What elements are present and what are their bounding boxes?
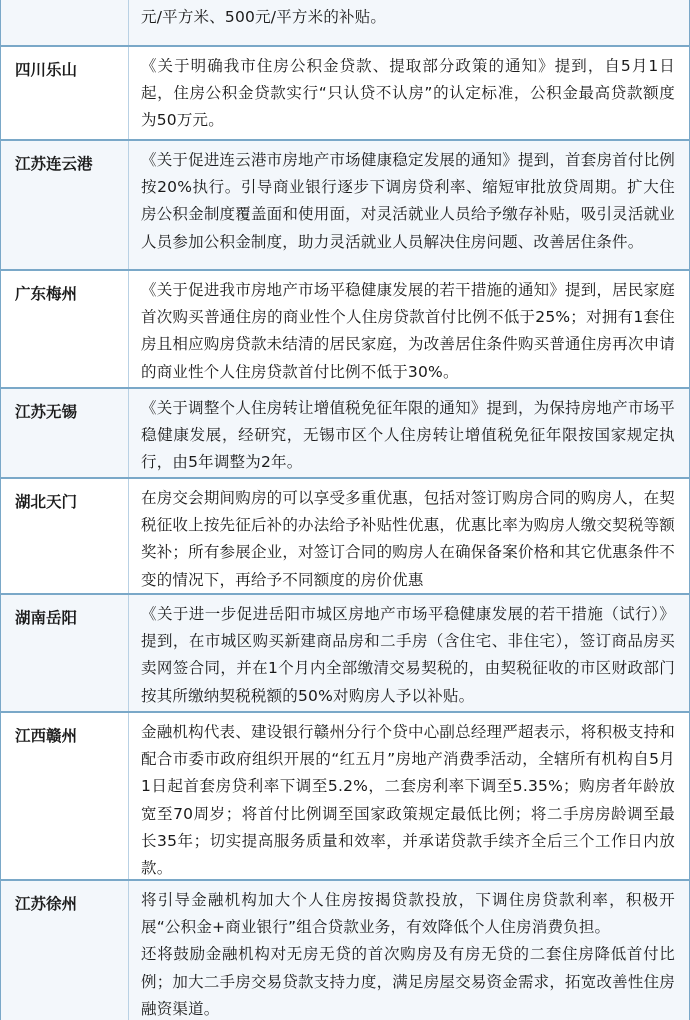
table-row: [1, 881, 689, 1020]
city-cell: 江苏连云港: [1, 141, 129, 269]
policy-text: 《关于调整个人住房转让增值税免征年限的通知》提到，为保持房地产市场平稳健康发展，经研究，无锡市区个人住房转让增值税免征年限按国家规定执行，由5年调整为2年。: [141, 399, 675, 472]
policy-cell: [129, 595, 689, 711]
policy-text: 还将鼓励金融机构对无房无贷的首次购房及有房无贷的二套住房降低首付比例；加大二手房交易贷款支持力度，满足房屋交易资金需求，拓宽改善性住房融资渠道。: [141, 945, 675, 1018]
table-row: [1, 479, 689, 595]
policy-cell: [129, 47, 689, 139]
policy-text: 将引导金融机构加大个人住房按揭贷款投放，下调住房贷款利率，积极开展“公积金+商业银行”组合贷款业务，有效降低个人住房消费负担。: [141, 891, 675, 937]
city-cell: [1, 0, 129, 45]
policy-cell: [129, 479, 689, 593]
city-cell: 四川乐山: [1, 47, 129, 139]
city-cell: 江苏徐州: [1, 881, 129, 1020]
policy-cell: [129, 881, 689, 1020]
city-cell: 湖北天门: [1, 479, 129, 593]
policy-text: 元/平方米、500元/平方米的补贴。: [141, 8, 387, 26]
city-cell: 江苏无锡: [1, 389, 129, 477]
table-row: [1, 141, 689, 271]
policy-cell: [129, 271, 689, 387]
table-row: [1, 47, 689, 141]
city-cell: 江西赣州: [1, 713, 129, 879]
city-cell: 广东梅州: [1, 271, 129, 387]
policy-cell: [129, 389, 689, 477]
table-row: [1, 595, 689, 713]
policy-text: 金融机构代表、建设银行赣州分行个贷中心副总经理严超表示，将积极支持和配合市委市政府组织开展的“红五月”房地产消费季活动，全辖所有机构自5月1日起首套房贷利率下调至5.2%，二套房利率下调至5.35%；购房者年龄放宽至70周岁；将首付比例调至国家政策规定最低比例；将二手房房龄调至最长35年；切实提高服务质量和效率，并承诺贷款手续齐全后三个工作日内放款。: [141, 723, 675, 878]
policy-text: 《关于进一步促进岳阳市城区房地产市场平稳健康发展的若干措施（试行）》提到，在市城区购买新建商品房和二手房（含住宅、非住宅），签订商品房买卖网签合同，并在1个月内全部缴清交易契税的，由契税征收的市区财政部门按其所缴纳契税税额的50%对购房人予以补贴。: [141, 605, 675, 705]
policy-text: 《关于促进连云港市房地产市场健康稳定发展的通知》提到，首套房首付比例按20%执行。引导商业银行逐步下调房贷利率、缩短审批放贷周期。扩大住房公积金制度覆盖面和使用面，对灵活就业人员给予缴存补贴，吸引灵活就业人员参加公积金制度，助力灵活就业人员解决住房问题、改善居住条件。: [141, 151, 675, 251]
table-row: [1, 713, 689, 881]
policy-cell: [129, 141, 689, 269]
policy-text: 《关于明确我市住房公积金贷款、提取部分政策的通知》提到，自5月1日起，住房公积金贷款实行“只认贷不认房”的认定标准，公积金最高贷款额度为50万元。: [141, 57, 675, 130]
policy-text: 在房交会期间购房的可以享受多重优惠，包括对签订购房合同的购房人，在契税征收上按先征后补的办法给予补贴性优惠，优惠比率为购房人缴交契税等额奖补；所有参展企业，对签订合同的购房人在确保备案价格和其它优惠条件不变的情况下，再给予不同额度的房价优惠: [141, 489, 675, 589]
table-row: [1, 0, 689, 47]
table-row: [1, 389, 689, 479]
policy-cell: [129, 0, 689, 45]
city-cell: 湖南岳阳: [1, 595, 129, 711]
policy-cell: [129, 713, 689, 879]
table-row: [1, 271, 689, 389]
policy-text: 《关于促进我市房地产市场平稳健康发展的若干措施的通知》提到，居民家庭首次购买普通住房的商业性个人住房贷款首付比例不低于25%；对拥有1套住房且相应购房贷款未结清的居民家庭，为改善居住条件购买普通住房再次申请的商业性个人住房贷款首付比例不低于30%。: [141, 281, 675, 381]
